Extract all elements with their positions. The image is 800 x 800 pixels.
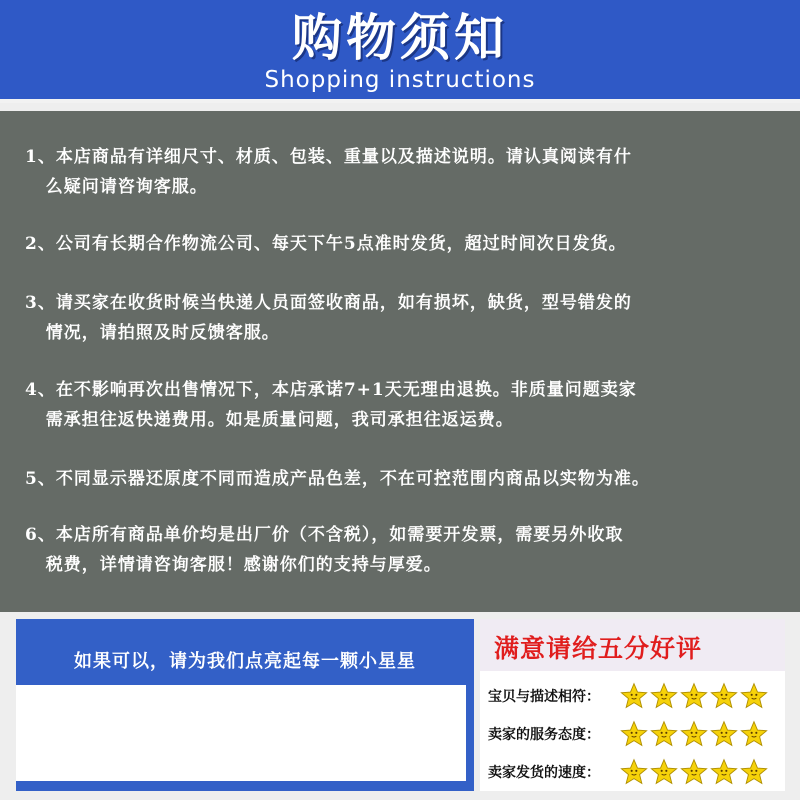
rating-label: 卖家的服务态度：: [488, 727, 600, 743]
instruction-item-1: 1、本店商品有详细尺寸、材质、包装、重量以及描述说明。请认真阅读有什 么疑问请咨询客服。: [25, 147, 632, 197]
rating-header: [480, 619, 785, 671]
rating-row-service: [480, 716, 785, 752]
star-icon[interactable]: [620, 758, 650, 786]
star-icon[interactable]: [620, 720, 650, 748]
instruction-item-3: 3、请买家在收货时候当快递人员面签收商品，如有损坏，缺货，型号错发的 情况，请拍照及时反馈客服。: [25, 293, 632, 343]
star-icon[interactable]: [650, 720, 680, 748]
star-icon[interactable]: [650, 682, 680, 710]
instruction-item-4: 4、在不影响再次出售情况下，本店承诺7+1天无理由退换。非质量问题卖家 需承担往返快递费用。如是质量问题，我司承担往返运费。: [25, 380, 637, 430]
star-icon[interactable]: [680, 758, 710, 786]
rating-title: 满意请给五分好评: [494, 634, 703, 663]
rating-label: 宝贝与描述相符：: [488, 689, 600, 705]
rating-row-shipping: [480, 754, 785, 790]
feedback-line-4: 下成长进步，美好值得期待，我们一起向前……: [28, 746, 302, 761]
star-rating[interactable]: [620, 682, 770, 714]
page-title: 购物须知: [292, 9, 508, 67]
feedback-title: 如果可以，请为我们点亮起每一颗小星星: [74, 651, 416, 672]
rating-row-description: [480, 678, 785, 714]
star-icon[interactable]: [680, 720, 710, 748]
star-icon[interactable]: [710, 720, 740, 748]
star-icon[interactable]: [740, 682, 770, 710]
instruction-item-2: 2、公司有长期合作物流公司、每天下午5点准时发货，超过时间次日发货。: [25, 234, 627, 254]
instruction-item-5: 5、不同显示器还原度不同而造成产品色差，不在可控范围内商品以实物为准。: [25, 469, 650, 489]
rating-label: 卖家发货的速度：: [488, 765, 600, 781]
star-icon[interactable]: [740, 720, 770, 748]
feedback-box: [16, 619, 474, 791]
instruction-item-6: 6、本店所有商品单价均是出厂价（不含税），如需要开发票，需要另外收取 税费，详情请咨询客服！感谢你们的支持与厚爱。: [25, 525, 624, 575]
star-rating[interactable]: [620, 720, 770, 752]
star-rating[interactable]: [620, 758, 770, 790]
page-header: [0, 0, 800, 103]
star-icon[interactable]: [680, 682, 710, 710]
feedback-line-2: 会竭尽全力做到您满意为止。如果可以，请为我们亮起每一: [28, 708, 367, 723]
star-icon[interactable]: [710, 758, 740, 786]
rating-box: [480, 619, 785, 791]
star-icon[interactable]: [740, 758, 770, 786]
star-icon[interactable]: [710, 682, 740, 710]
instructions-panel: [0, 111, 800, 612]
feedback-line-1: 如果我们有任何需要改进的地方，请及时与我们联系，我们: [28, 689, 367, 704]
star-icon[interactable]: [650, 758, 680, 786]
star-icon[interactable]: [620, 682, 650, 710]
feedback-body: [16, 685, 466, 781]
feedback-line-3: 颗小星星，我们需要您的支持和鼓励！喜团圆会在您的帮助: [28, 727, 367, 742]
page-subtitle: Shopping instructions: [264, 67, 536, 93]
